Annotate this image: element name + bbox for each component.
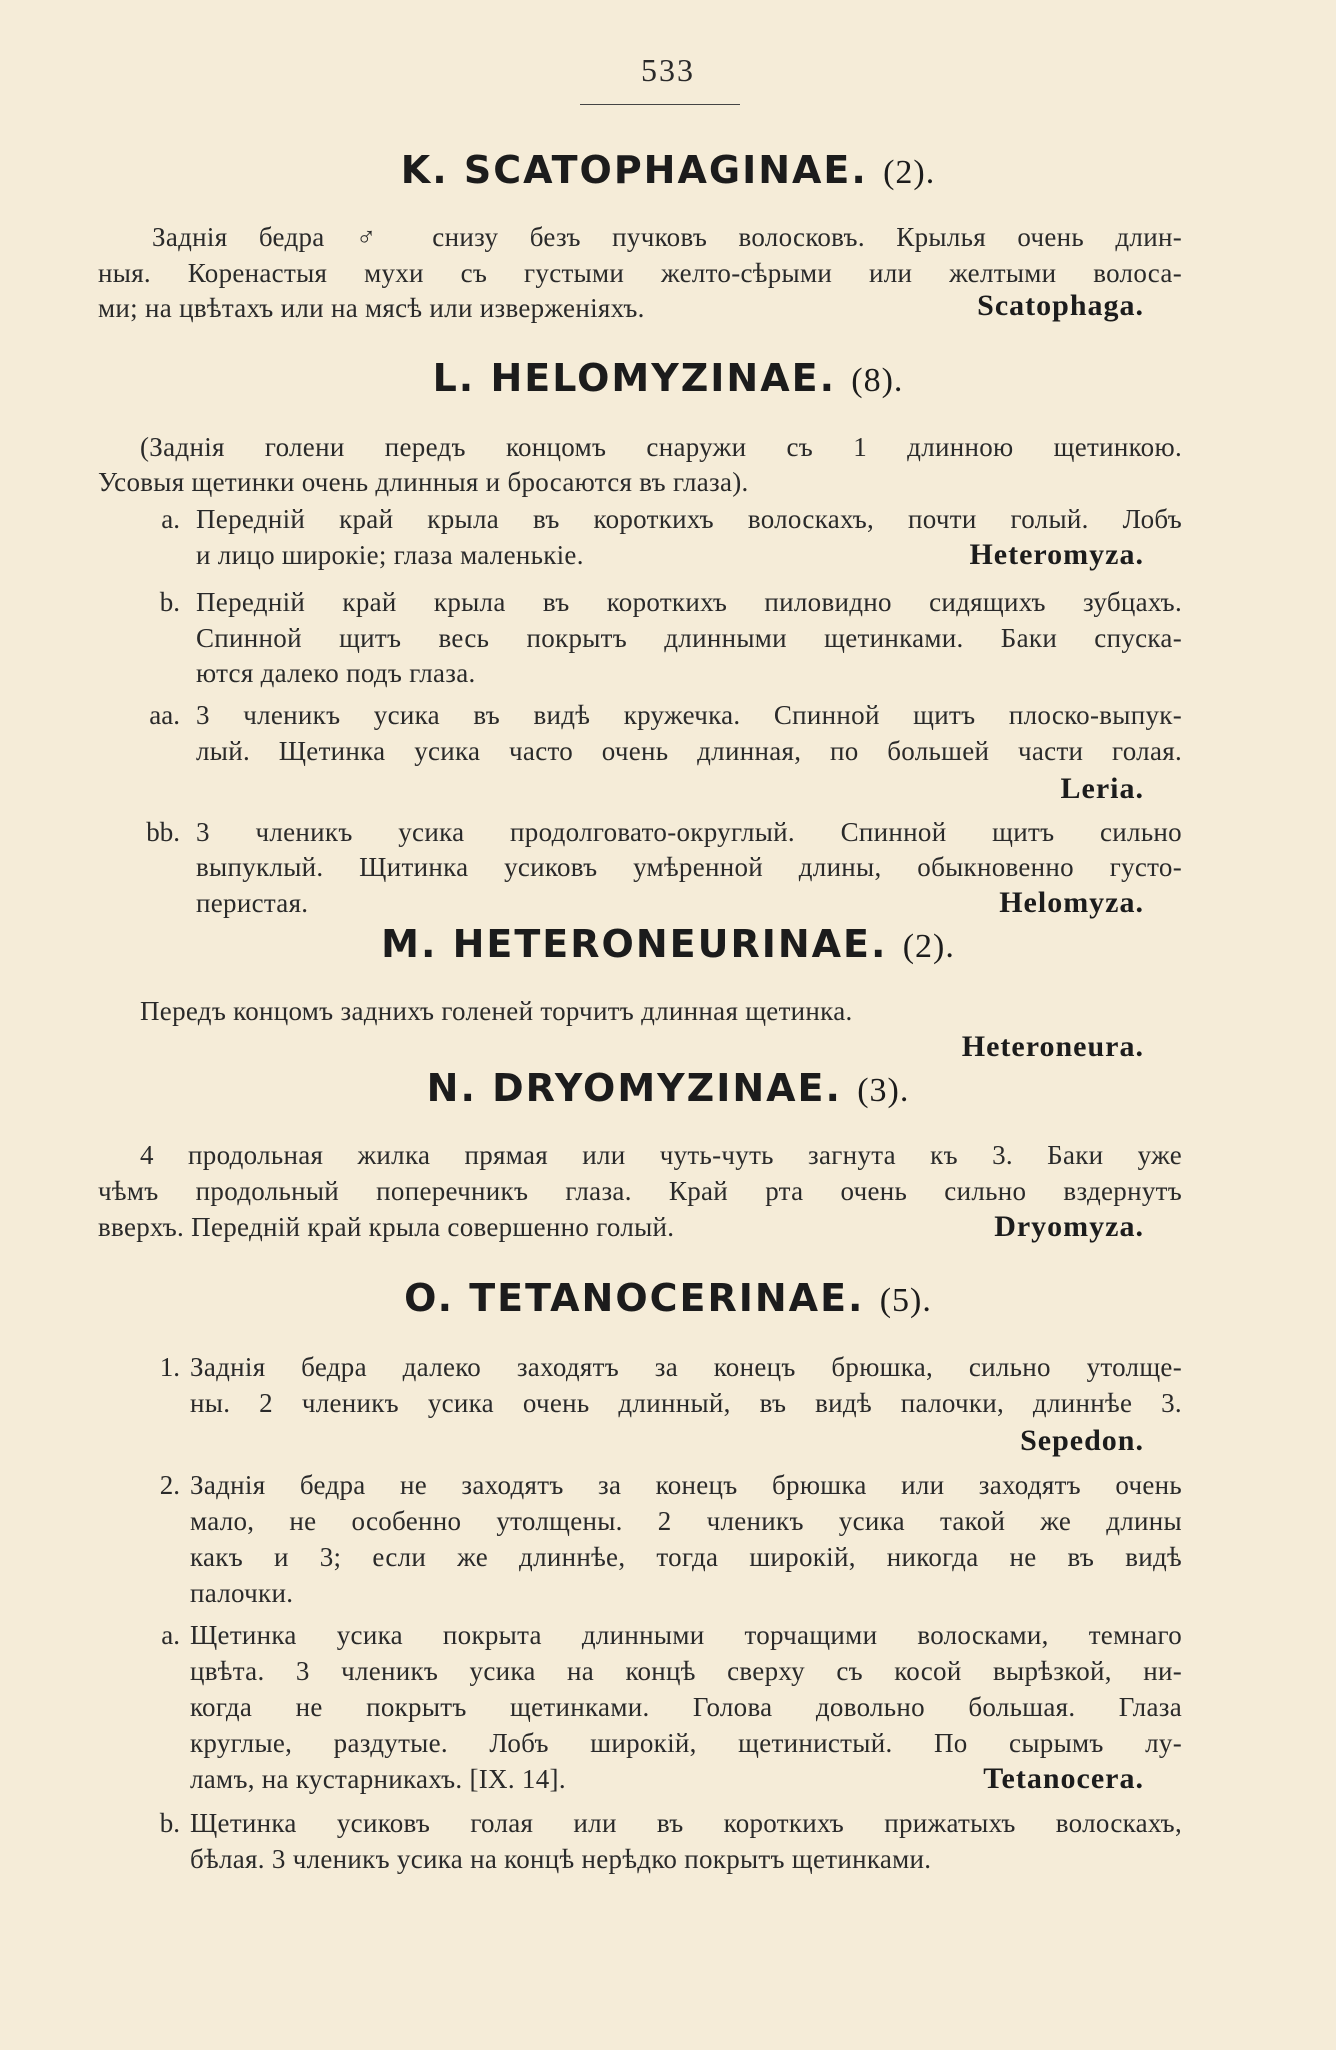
text-line: 4 продольная жилка прямая или чуть-чуть загнута къ 3. Баки уже xyxy=(140,1140,1182,1170)
text-line: перистая. xyxy=(196,888,309,918)
text-line: выпуклый. Щитинка усиковъ умѣренной длины, обыкновенно густо- xyxy=(196,852,1182,882)
text-line: ламъ, на кустарникахъ. [IX. 14]. xyxy=(190,1764,566,1794)
section-heading-helomyzinae xyxy=(0,356,1336,400)
text-line: 3 членикъ усика продолговато-округлый. Спинной щитъ сильно xyxy=(196,817,1182,847)
section-heading-scatophaginae xyxy=(0,148,1336,192)
genus-name: Leria. xyxy=(1060,772,1144,805)
section-count: (5). xyxy=(879,1282,932,1319)
text-line: Заднія бедра далеко заходятъ за конецъ брюшка, сильно утолще- xyxy=(190,1352,1182,1382)
text-line: чѣмъ продольный поперечникъ глаза. Край рта очень сильно вздернутъ xyxy=(98,1176,1182,1206)
item-label: b. xyxy=(159,1808,180,1838)
page-number-rule xyxy=(580,104,740,105)
genus-name: Heteroneura. xyxy=(961,1030,1144,1063)
text-line: ныя. Коренастыя мухи съ густыми желто-сѣрыми или желтыми волоса- xyxy=(98,258,1182,288)
text-line: вверхъ. Передній край крыла совершенно голый. xyxy=(98,1212,675,1242)
genus-name: Dryomyza. xyxy=(994,1210,1144,1243)
section-heading-dryomyzinae xyxy=(0,1066,1336,1110)
text-line: ми; на цвѣтахъ или на мясѣ или изверженіяхъ. xyxy=(98,293,645,323)
text-line: лый. Щетинка усика часто очень длинная, по большей части голая. xyxy=(196,736,1182,766)
text-line: Спинной щитъ весь покрытъ длинными щетинками. Баки спуска- xyxy=(196,623,1182,653)
text-line: Щетинка усиковъ голая или въ короткихъ прижатыхъ волоскахъ, xyxy=(190,1808,1182,1838)
page-number: 533 xyxy=(641,52,695,88)
text-line: Заднія бедра ♂ снизу безъ пучковъ волосковъ. Крылья очень длин- xyxy=(152,222,1182,252)
genus-name: Sepedon. xyxy=(1020,1424,1144,1457)
text-line: бѣлая. 3 членикъ усика на концѣ нерѣдко покрытъ щетинками. xyxy=(190,1844,932,1874)
section-title: K. SCATOPHAGINAE. xyxy=(400,148,868,192)
genus-name: Scatophaga. xyxy=(977,289,1144,322)
section-title: L. HELOMYZINAE. xyxy=(432,356,837,400)
item-label: 2. xyxy=(159,1470,180,1500)
item-label: aa. xyxy=(149,700,180,730)
section-title: N. DRYOMYZINAE. xyxy=(426,1066,842,1110)
text-line: круглые, раздутые. Лобъ широкій, щетинистый. По сырымъ лу- xyxy=(190,1728,1182,1758)
item-label: 1. xyxy=(159,1352,180,1382)
genus-name: Helomyza. xyxy=(999,886,1144,919)
section-heading-heteroneurinae xyxy=(0,922,1336,966)
section-count: (3). xyxy=(857,1072,910,1109)
text-line: Щетинка усика покрыта длинными торчащими волосками, темнаго xyxy=(190,1620,1182,1650)
text-line: цвѣта. 3 членикъ усика на концѣ сверху съ косой вырѣзкой, ни- xyxy=(190,1656,1182,1686)
text-line: мало, не особенно утолщены. 2 членикъ усика такой же длины xyxy=(190,1506,1182,1536)
text-line: Передній край крыла въ короткихъ пиловидно сидящихъ зубцахъ. xyxy=(196,587,1182,617)
genus-name: Tetanocera. xyxy=(983,1762,1144,1795)
text-line: когда не покрытъ щетинками. Голова довольно большая. Глаза xyxy=(190,1692,1182,1722)
item-label: bb. xyxy=(146,817,180,847)
genus-name: Heteromyza. xyxy=(969,538,1144,571)
item-label: b. xyxy=(159,587,180,617)
section-count: (8). xyxy=(851,362,904,399)
section-count: (2). xyxy=(902,928,955,965)
text-line: Передъ концомъ заднихъ голеней торчитъ длинная щетинка. xyxy=(140,996,853,1026)
text-line: Заднія бедра не заходятъ за конецъ брюшка или заходятъ очень xyxy=(190,1470,1182,1500)
text-line: палочки. xyxy=(190,1578,294,1608)
section-title: O. TETANOCERINAE. xyxy=(404,1276,865,1320)
text-line: ются далеко подъ глаза. xyxy=(196,658,476,688)
item-label: a. xyxy=(161,1620,180,1650)
text-line: Передній край крыла въ короткихъ волоскахъ, почти голый. Лобъ xyxy=(196,504,1182,534)
section-count: (2). xyxy=(883,154,936,191)
text-line: 3 членикъ усика въ видѣ кружечка. Спинной щитъ плоско-выпук- xyxy=(196,700,1182,730)
text-line: какъ и 3; если же длиннѣе, тогда широкій, никогда не въ видѣ xyxy=(190,1542,1182,1572)
text-line: ны. 2 членикъ усика очень длинный, въ видѣ палочки, длиннѣе 3. xyxy=(190,1388,1182,1418)
section-heading-tetanocerinae xyxy=(0,1276,1336,1320)
text-line: Усовыя щетинки очень длинныя и бросаются въ глаза). xyxy=(98,467,749,497)
item-label: a. xyxy=(161,504,180,534)
text-line: и лицо широкіе; глаза маленькіе. xyxy=(196,540,584,570)
text-line: (Заднія голени передъ концомъ снаружи съ 1 длинною щетинкою. xyxy=(140,432,1182,462)
section-title: M. HETERONEURINAE. xyxy=(381,922,888,966)
